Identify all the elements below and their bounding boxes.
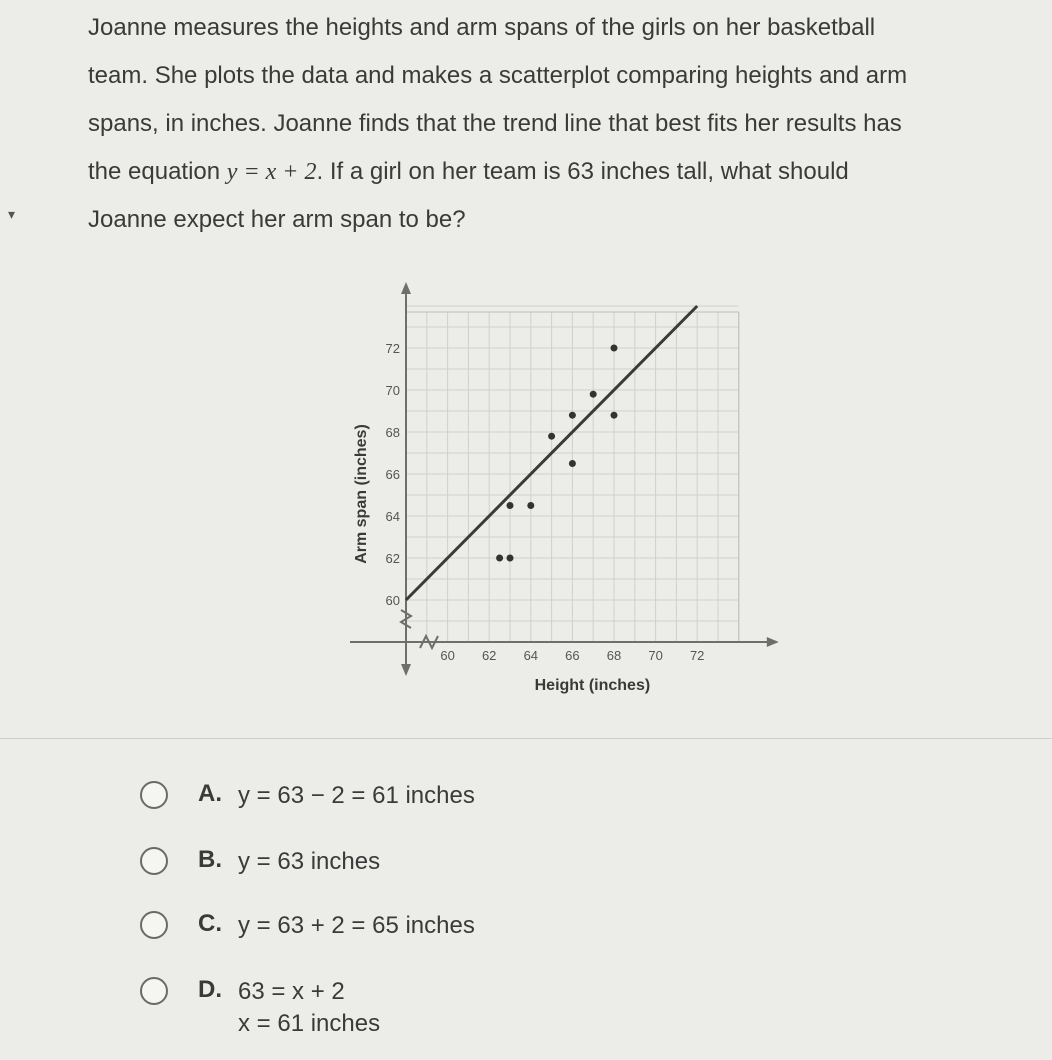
question-line: spans, in inches. Joanne finds that the trend line that best fits her results has xyxy=(88,110,902,137)
data-point xyxy=(569,460,576,467)
x-tick-label: 72 xyxy=(689,648,705,663)
divider xyxy=(0,738,1052,739)
x-axis-label: Height (inches) xyxy=(534,677,651,694)
choice-letter: D. xyxy=(198,976,222,1003)
y-axis-arrow xyxy=(401,282,411,294)
question-text-part: the equation xyxy=(88,158,227,185)
data-point xyxy=(527,502,534,509)
trend-equation: y = x + 2 xyxy=(226,159,317,185)
choice-letter: B. xyxy=(198,846,222,873)
radio-button[interactable] xyxy=(140,911,168,939)
choice-a[interactable] xyxy=(140,780,475,812)
radio-button[interactable] xyxy=(140,977,168,1005)
choice-c[interactable] xyxy=(140,910,475,942)
y-axis-arrow-down xyxy=(401,664,411,676)
choice-b[interactable] xyxy=(140,846,380,878)
y-tick-label: 62 xyxy=(385,551,400,566)
y-axis-label: Arm span (inches) xyxy=(353,424,370,564)
scatterplot xyxy=(340,276,780,706)
choice-text: y = 63 − 2 = 61 inches xyxy=(238,782,475,809)
question-text xyxy=(88,4,1028,244)
y-tick-label: 70 xyxy=(385,383,400,398)
x-tick-label: 64 xyxy=(523,648,539,663)
y-tick-label: 66 xyxy=(385,467,400,482)
choice-text: y = 63 inches xyxy=(238,848,381,875)
question-line: team. She plots the data and makes a scatterplot comparing heights and arm xyxy=(88,62,908,89)
data-point xyxy=(611,412,618,419)
question-line xyxy=(88,148,1028,196)
question-line: Joanne measures the heights and arm spans of the girls on her basketball xyxy=(88,14,876,41)
choice-letter: C. xyxy=(198,910,222,937)
y-tick-label: 68 xyxy=(385,425,400,440)
x-tick-label: 62 xyxy=(481,648,497,663)
x-axis-arrow xyxy=(767,637,779,647)
x-tick-label: 60 xyxy=(440,648,455,663)
choice-letter: A. xyxy=(198,780,222,807)
y-axis-break xyxy=(401,610,411,628)
x-tick-label: 68 xyxy=(606,648,622,663)
choice-d[interactable] xyxy=(140,976,380,1040)
x-axis-break xyxy=(420,636,438,648)
x-tick-label: 70 xyxy=(648,648,663,663)
bullet-marker: ▾ xyxy=(8,206,16,222)
radio-button[interactable] xyxy=(140,847,168,875)
y-tick-label: 72 xyxy=(385,341,400,356)
x-tick-label: 66 xyxy=(565,648,580,663)
question-text-part: . If a girl on her team is 63 inches tall, what should xyxy=(316,158,849,185)
y-tick-label: 60 xyxy=(385,593,400,608)
choice-text: y = 63 + 2 = 65 inches xyxy=(238,912,475,939)
y-tick-label: 64 xyxy=(385,509,400,524)
data-point xyxy=(590,391,597,398)
data-point xyxy=(507,555,514,562)
data-point xyxy=(611,345,618,352)
radio-button[interactable] xyxy=(140,781,168,809)
data-point xyxy=(569,412,576,419)
choice-text-line: 63 = x + 2 xyxy=(238,978,345,1005)
scatterplot-figure xyxy=(340,276,780,706)
question-line: Joanne expect her arm span to be? xyxy=(88,206,466,233)
choice-text xyxy=(238,976,380,1040)
data-point xyxy=(507,502,514,509)
data-point xyxy=(548,433,555,440)
data-point xyxy=(496,555,503,562)
choice-text-line: x = 61 inches xyxy=(238,1010,381,1037)
